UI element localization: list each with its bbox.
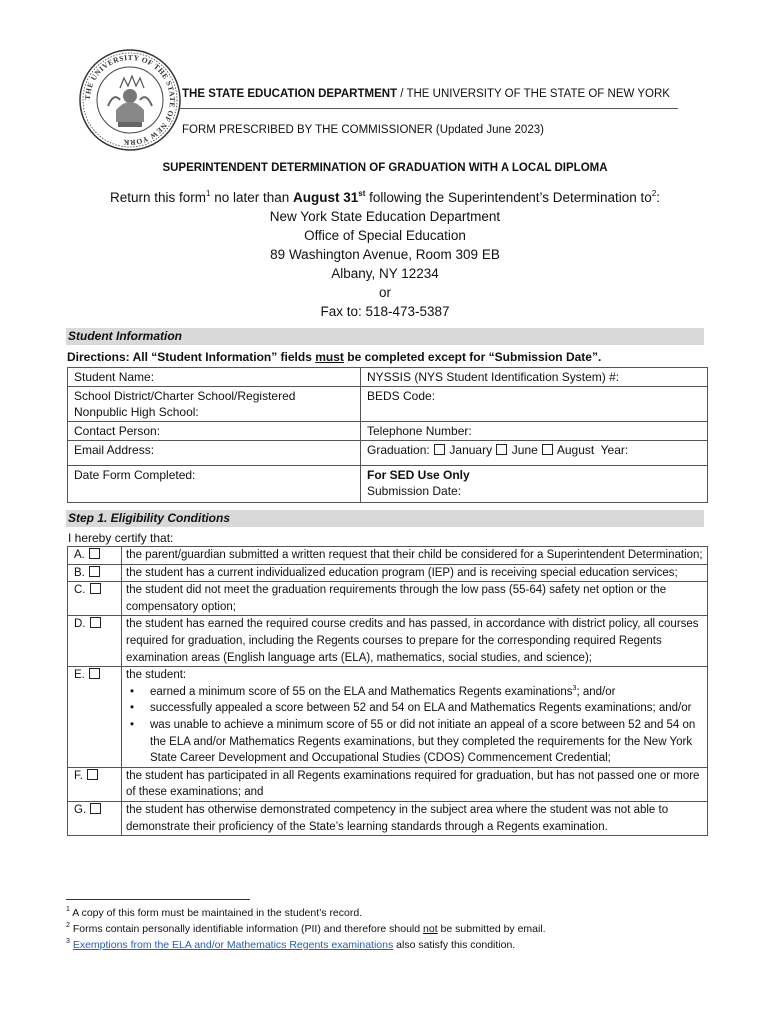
- school-district-field[interactable]: School District/Charter School/Registered Nonpublic High School:: [68, 387, 361, 422]
- january-checkbox[interactable]: [434, 444, 445, 455]
- list-item: • successfully appealed a score between 52 and 54 on ELA and Mathematics Regents examinations; and/or: [146, 700, 703, 717]
- footnote-3: $^3$ Exemptions from the ELA and/or Mathematics Regents examinations also satisfy this condition.: [66, 938, 516, 951]
- condition-row: E. the student: • earned a minimum score of 55 on the ELA and Mathematics Regents examinations$^3$; and/or • successfully appealed a score between 52 and 54 on ELA and Mathematics Regents examinations; and/or • was unable to achieve a minimum score of 55 or did not initiate an appeal of a score between 52 and 54 on the ELA and/or Mathematics Regents examinations, but they completed the requirements for the New York State Career Development and Occupational Studies (CDOS) Commencement Credential;: [68, 667, 708, 768]
- condition-row: B. the student has a current individualized education program (IEP) and is receiving special education services;: [68, 564, 708, 582]
- form-title: SUPERINTENDENT DETERMINATION OF GRADUATION WITH A LOCAL DIPLOMA: [162, 162, 608, 174]
- contact-person-field[interactable]: Contact Person:: [68, 422, 361, 441]
- list-item: • was unable to achieve a minimum score of 55 or did not initiate an appeal of a score between 52 and 54 on the ELA and/or Mathematics Regents examinations, but they completed the requirements for the New York State Career Development and Occupational Studies (CDOS) Commencement Credential;: [146, 717, 703, 767]
- condition-b-checkbox[interactable]: [89, 566, 100, 577]
- address-line: 89 Washington Avenue, Room 309 EB: [270, 247, 500, 262]
- telephone-field[interactable]: Telephone Number:: [361, 422, 708, 441]
- address-line: Office of Special Education: [304, 228, 466, 243]
- nys-education-seal: [78, 48, 182, 152]
- condition-g-checkbox[interactable]: [90, 803, 101, 814]
- exemptions-link[interactable]: Exemptions from the ELA and/or Mathematics Regents examinations: [72, 939, 394, 951]
- header-rule: [180, 108, 678, 109]
- graduation-field: Graduation: January June August Year:: [361, 441, 708, 466]
- condition-a-checkbox[interactable]: [89, 548, 100, 559]
- svg-text:THE UNIVERSITY OF THE STATE OF: THE UNIVERSITY OF THE STATE OF NEW YORK: [82, 52, 178, 148]
- department-heading: THE STATE EDUCATION DEPARTMENT / THE UNIVERSITY OF THE STATE OF NEW YORK: [182, 88, 670, 100]
- condition-e-list: [126, 684, 703, 767]
- footnote-2: $^2$ Forms contain personally identifiable information (PII) and therefore should not be submitted by email.: [66, 922, 546, 935]
- student-info-table: [67, 367, 708, 503]
- condition-row: A. the parent/guardian submitted a written request that their child be considered for a Superintendent Determination;: [68, 547, 708, 565]
- address-line: or: [378, 285, 391, 300]
- date-completed-field[interactable]: Date Form Completed:: [68, 466, 361, 503]
- address-line: New York State Education Department: [269, 209, 501, 224]
- sed-use-cell: For SED Use Only Submission Date:: [361, 466, 708, 503]
- beds-code-field[interactable]: BEDS Code:: [361, 387, 708, 422]
- june-checkbox[interactable]: [496, 444, 507, 455]
- list-item: • earned a minimum score of 55 on the ELA and Mathematics Regents examinations$^3$; and/or: [146, 684, 703, 701]
- eligibility-table: [67, 546, 708, 836]
- certify-line: I hereby certify that:: [68, 531, 174, 545]
- return-instructions: Return this form$^1$ no later than August 31st following the Superintendent’s Determination $to^2$: New York State Education Department Office of Special Education 89 Washington Avenue, Room 309 EB Albany, NY 12234 or Fax to: 518-473-5387: [0, 188, 770, 321]
- august-checkbox[interactable]: [542, 444, 553, 455]
- condition-row: D. the student has earned the required course credits and has passed, in accordance with district policy, all courses required for graduation, including the Regents courses to prepare for the corresponding required Regents examination areas (English language arts (ELA), mathematics, social studies, and science);: [68, 616, 708, 667]
- condition-d-checkbox[interactable]: [90, 617, 101, 628]
- nyssis-field[interactable]: NYSSIS (NYS Student Identification System) #:: [361, 368, 708, 387]
- submission-date-field: Submission Date:: [367, 484, 462, 498]
- form-prescribed-line: FORM PRESCRIBED BY THE COMMISSIONER (Updated June 2023): [182, 124, 544, 136]
- condition-c-checkbox[interactable]: [90, 583, 101, 594]
- directions: Directions: All “Student Information” fields must be completed except for “Submission Date”.: [67, 350, 602, 364]
- email-field[interactable]: Email Address:: [68, 441, 361, 466]
- condition-row: G. the student has otherwise demonstrated competency in the subject area where the student was not able to demonstrate their proficiency of the State’s learning standards through a Regents examination.: [68, 801, 708, 835]
- address-line: Albany, NY 12234: [331, 266, 439, 281]
- fax-line: Fax to: 518-473-5387: [320, 304, 450, 319]
- footnote-rule: [66, 899, 250, 900]
- step1-heading: Step 1. Eligibility Conditions: [66, 510, 704, 527]
- student-name-field[interactable]: Student Name:: [68, 368, 361, 387]
- student-info-heading: Student Information: [66, 328, 704, 345]
- condition-row: F. the student has participated in all Regents examinations required for graduation, but has not passed one or more of these examinations; and: [68, 767, 708, 801]
- year-field[interactable]: Year:: [600, 443, 629, 457]
- condition-e-checkbox[interactable]: [89, 668, 100, 679]
- footnote-1: $^1$ A copy of this form must be maintained in the student’s record.: [66, 906, 363, 919]
- condition-f-checkbox[interactable]: [87, 769, 98, 780]
- condition-row: C. the student did not meet the graduation requirements through the low pass (55-64) safety net option or the compensatory option;: [68, 582, 708, 616]
